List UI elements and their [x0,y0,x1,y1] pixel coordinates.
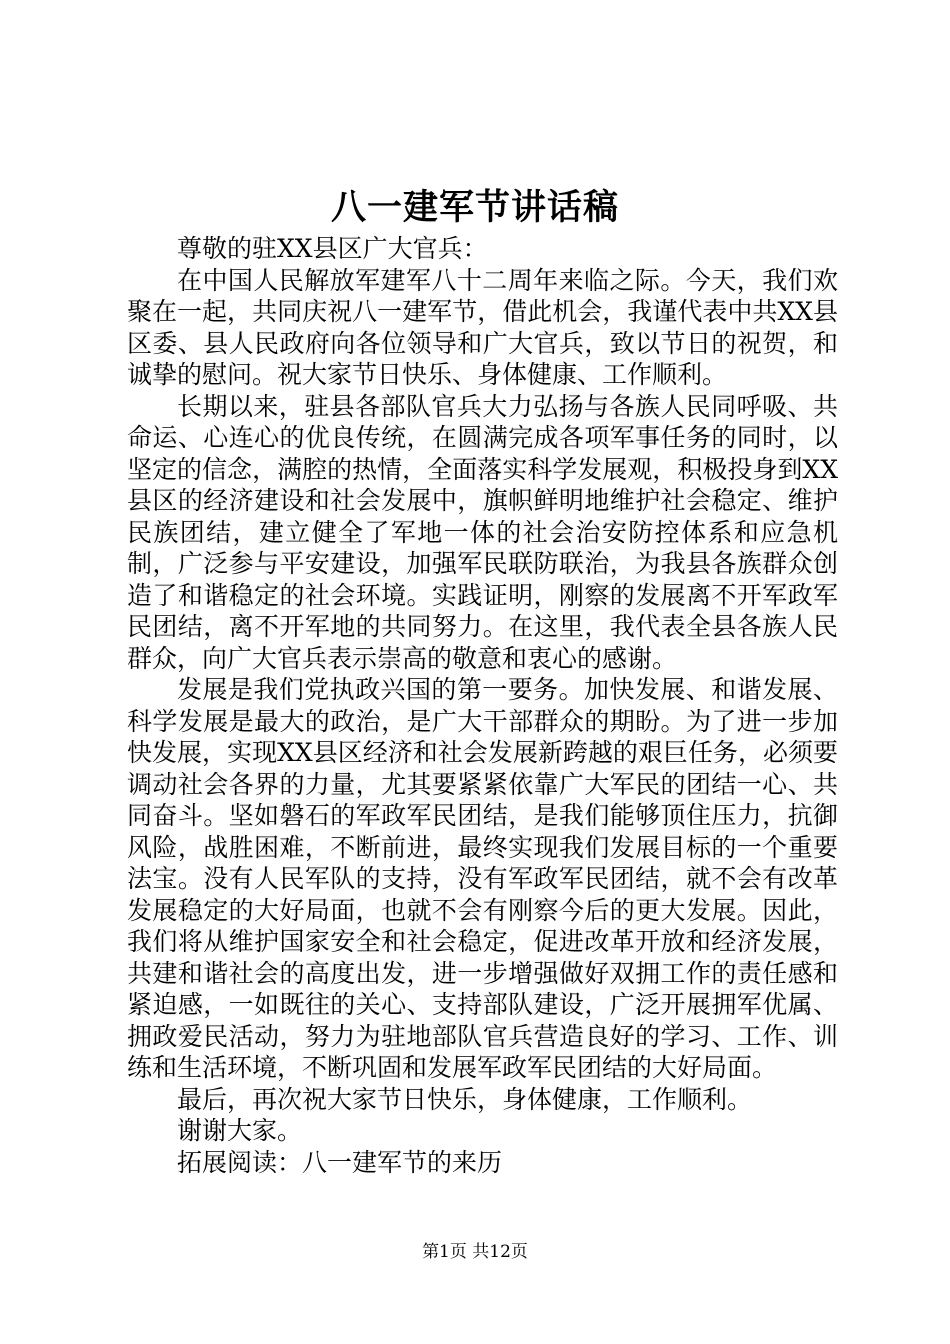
document-title: 八一建军节讲话稿 [330,187,619,228]
body-paragraph: 长期以来，驻县各部队官兵大力弘扬与各族人民同呼吸、共命运、心连心的优良传统，在圆满完成各项军事任务的同时，以坚定的信念，满腔的热情，全面落实科学发展观，积极投身到XX县区的经济建设和社会发展中，旗帜鲜明地维护社会稳定、维护民族团结，建立健全了军地一体的社会治安防控体系和应急机制，广泛参与平安建设，加强军民联防联治，为我县各族群众创造了和谐稳定的社会环境。实践证明，刚察的发展离不开军政军民团结，离不开军地的共同努力。在这里，我代表全县各族人民群众，向广大官兵表示崇高的敬意和衷心的感谢。 [127,391,838,673]
closing-paragraph: 最后，再次祝大家节日快乐，身体健康，工作顺利。 [177,1084,753,1114]
thanks-paragraph: 谢谢大家。 [177,1116,303,1145]
body-paragraph: 在中国人民解放军建军八十二周年来临之际。今天，我们欢聚在一起，共同庆祝八一建军节，借此机会，我谨代表中共XX县区委、县人民政府向各位领导和广大官兵，致以节日的祝贺，和诚挚的慰问。祝大家节日快乐、身体健康、工作顺利。 [127,265,838,389]
document-body [127,233,838,1178]
extended-reading-paragraph: 拓展阅读：八一建军节的来历 [177,1147,503,1177]
salutation-paragraph: 尊敬的驻XX县区广大官兵： [177,234,488,263]
page-number-footer: 第1页 共12页 [422,1242,528,1262]
body-paragraph: 发展是我们党执政兴国的第一要务。加快发展、和谐发展、科学发展是最大的政治，是广大干部群众的期盼。为了进一步加快发展，实现XX县区经济和社会发展新跨越的艰巨任务，必须要调动社会各界的力量，尤其要紧紧依靠广大军民的团结一心、共同奋斗。坚如磐石的军政军民团结，是我们能够顶住压力，抗御风险，战胜困难，不断前进，最终实现我们发展目标的一个重要法宝。没有人民军队的支持，没有军政军民团结，就不会有改革发展稳定的大好局面，也就不会有刚察今后的更大发展。因此，我们将从维护国家安全和社会稳定，促进改革开放和经济发展，共建和谐社会的高度出发，进一步增强做好双拥工作的责任感和紧迫感，一如既往的关心、支持部队建设，广泛开展拥军优属、拥政爱民活动，努力为驻地部队官兵营造良好的学习、工作、训练和生活环境，不断巩固和发展军政军民团结的大好局面。 [127,675,838,1082]
